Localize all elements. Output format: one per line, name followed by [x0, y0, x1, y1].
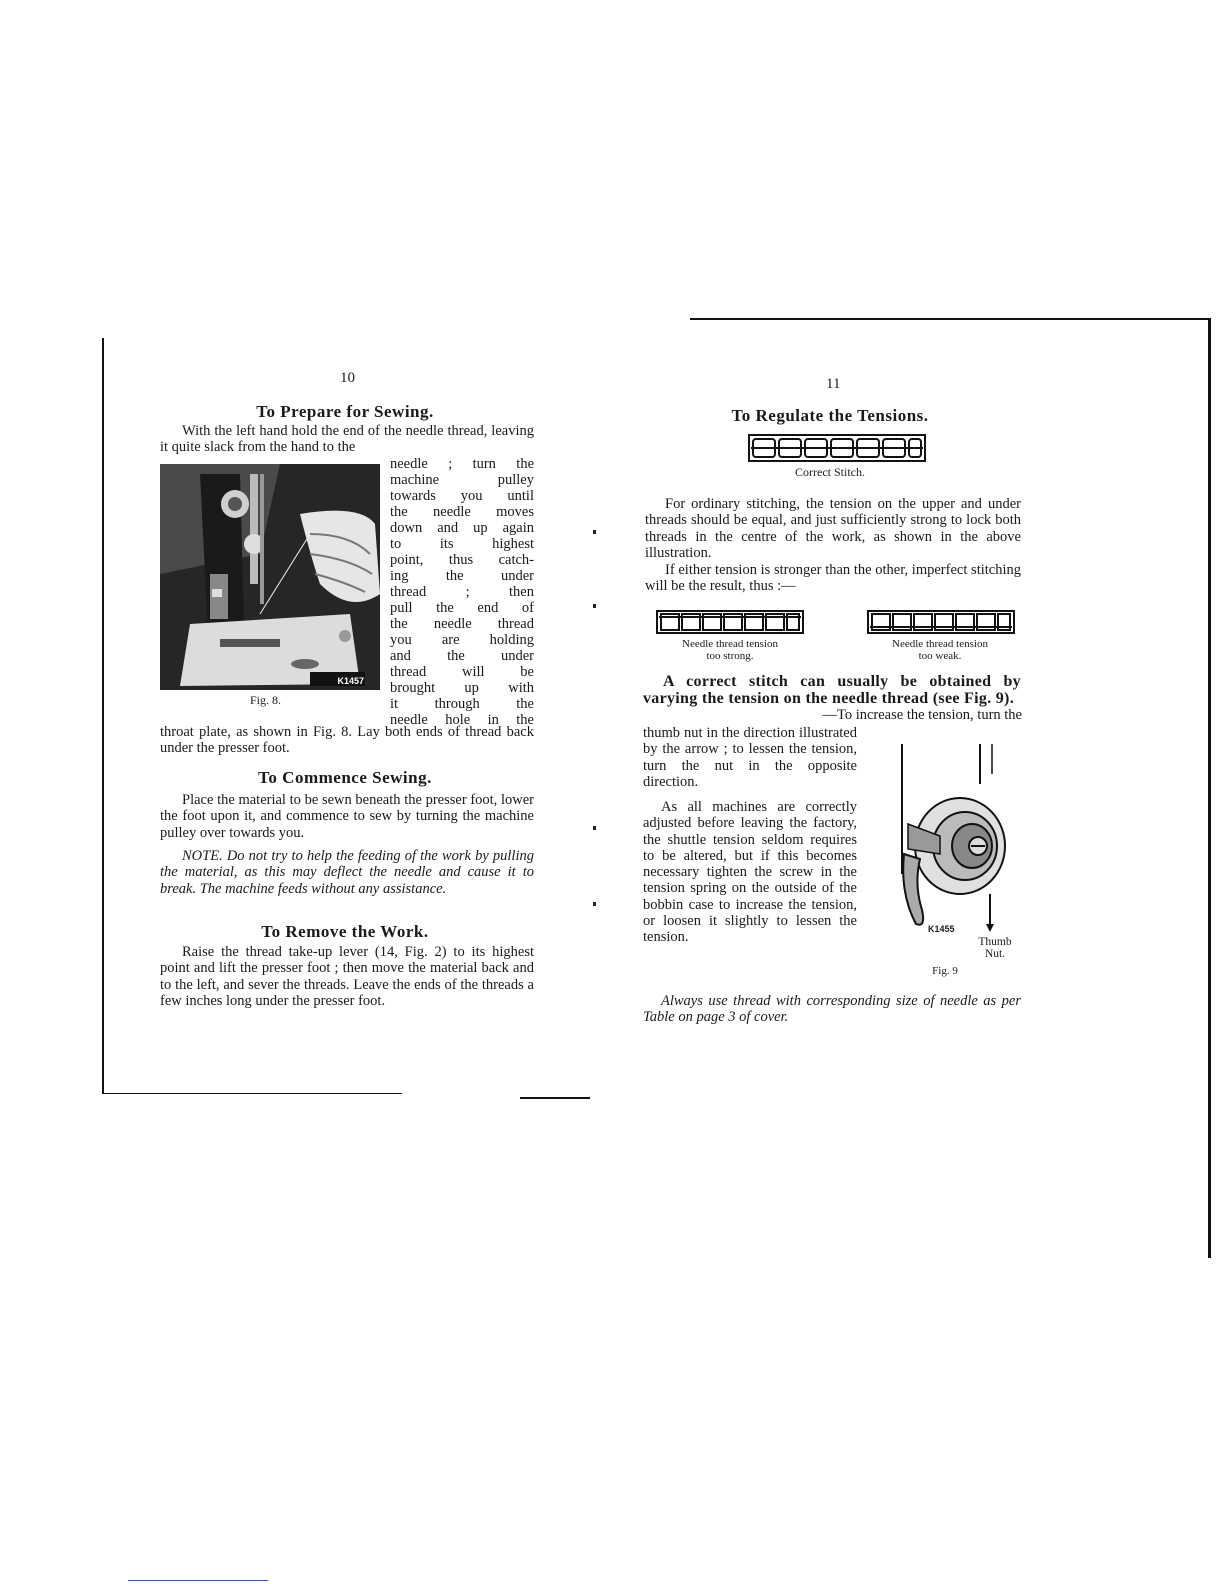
- tension-para-1: For ordinary stitching, the tension on the upper and under threads should be equal, and just sufficiently strong to lock both threads in the centre of the work, as shown in the above illustration.: [645, 496, 1021, 561]
- margin-dot: [593, 604, 596, 608]
- caption-too-weak-line2: too weak.: [918, 650, 962, 662]
- side-line: down and up again: [390, 520, 534, 536]
- side-line: and the under: [390, 648, 534, 664]
- commence-para: Place the material to be sewn beneath the presser foot, lower the foot upon it, and commence to sew by turning the machine pulley over towards you.: [160, 792, 534, 841]
- stitch-too-weak-illustration: [866, 609, 1016, 635]
- tension-para-3-bold: A correct stitch can usually be obtained by varying the tension on the needle thread (see Fig. 9).: [643, 673, 1021, 707]
- figure-8-code: K1457: [337, 676, 364, 686]
- prepare-para-top: With the left hand hold the end of the needle thread, leaving it quite slack from the hand to the: [160, 423, 534, 456]
- side-line: ing the under: [390, 568, 534, 584]
- figure-8-photo: [160, 464, 380, 690]
- bottom-rule-2: [520, 1097, 590, 1099]
- side-line: brought up with: [390, 680, 534, 696]
- page-number-left: 10: [340, 370, 355, 386]
- caption-too-weak-line1: Needle thread tension: [892, 638, 988, 650]
- tension-para-3-rest: —To increase the tension, turn the: [822, 707, 1022, 723]
- figure-9-caption: Fig. 9: [932, 965, 958, 977]
- thumb-label: Thumb: [978, 936, 1012, 948]
- nut-label: Nut.: [984, 948, 1006, 960]
- bottom-rule: [102, 1093, 402, 1094]
- side-line: the needle moves: [390, 504, 534, 520]
- tension-para-4: As all machines are correctly adjusted before leaving the factory, the shuttle tension seldom requires to be altered, but if this becomes necessary tighten the screw in the tension spring on the outside of the bobbin case to increase the tension, or loosen it slightly to lessen the tension.: [643, 799, 857, 946]
- top-rule: [690, 318, 1210, 320]
- right-border: [1208, 318, 1211, 1258]
- prepare-side-column: [390, 456, 534, 728]
- heading-prepare: To Prepare for Sewing.: [256, 402, 434, 421]
- figure-9-code: K1455: [928, 924, 955, 934]
- footer-italic-note: Always use thread with corresponding size of needle as per Table on page 3 of cover.: [643, 993, 1021, 1026]
- page-number-right: 11: [826, 376, 841, 392]
- side-line: point, thus catch-: [390, 552, 534, 568]
- side-line: pull the end of: [390, 600, 534, 616]
- tension-para-2: If either tension is stronger than the other, imperfect stitching will be the result, thus :—: [645, 562, 1021, 595]
- heading-tensions: To Regulate the Tensions.: [731, 406, 929, 425]
- commence-note: NOTE. Do not try to help the feeding of the work by pulling the material, as this may deflect the needle and cause it to break. The machine feeds without any assistance.: [160, 848, 534, 897]
- figure-9-illustration: [880, 744, 1020, 944]
- heading-commence: To Commence Sewing.: [258, 768, 432, 787]
- side-line: towards you until: [390, 488, 534, 504]
- correct-stitch-illustration: [747, 431, 927, 465]
- side-line: to its highest: [390, 536, 534, 552]
- left-border: [102, 338, 104, 1093]
- correct-stitch-caption: Correct Stitch.: [795, 465, 865, 479]
- figure-9-label-thumb-nut: [960, 936, 1030, 960]
- side-line: the needle thread: [390, 616, 534, 632]
- caption-too-strong-line2: too strong.: [706, 650, 754, 662]
- caption-too-strong-line1: Needle thread tension: [682, 638, 778, 650]
- side-line: thread will be: [390, 664, 534, 680]
- stitch-too-strong-illustration: [655, 609, 805, 635]
- side-line: you are holding: [390, 632, 534, 648]
- caption-too-strong: [650, 638, 810, 662]
- heading-remove: To Remove the Work.: [261, 922, 429, 941]
- margin-dot: [593, 826, 596, 830]
- figure-8-caption: Fig. 8.: [250, 693, 282, 707]
- tension-para-3-side: thumb nut in the direction illustrated by the arrow ; to lessen the tension, turn the nut in the opposite direction.: [643, 725, 857, 790]
- caption-too-weak: [860, 638, 1020, 662]
- prepare-para-bottom: throat plate, as shown in Fig. 8. Lay both ends of thread back under the presser foot.: [160, 724, 534, 757]
- margin-dot: [593, 902, 596, 906]
- side-line: needle ; turn the: [390, 456, 534, 472]
- side-line: machine pulley: [390, 472, 534, 488]
- side-line: thread ; then: [390, 584, 534, 600]
- remove-para: Raise the thread take-up lever (14, Fig. 2) to its highest point and lift the presser foot ; then move the material back and to the left, and sever the threads. Leave the ends of the threads a few inches long under the presser foot.: [160, 944, 534, 1009]
- blue-rule: [128, 1580, 268, 1581]
- side-line: it through the: [390, 696, 534, 712]
- side-line: needle hole in the: [390, 712, 534, 728]
- margin-dot: [593, 530, 596, 534]
